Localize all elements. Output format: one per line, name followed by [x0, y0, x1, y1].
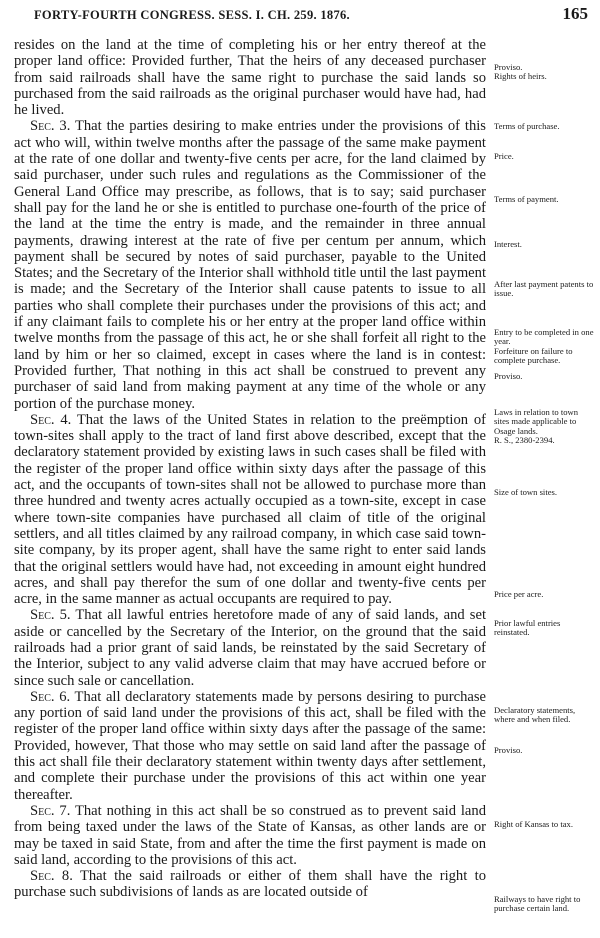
- margin-note: Price.: [494, 151, 514, 161]
- margin-note: After last payment patents to issue.: [494, 279, 594, 299]
- margin-note: Declaratory statements, where and when filed.: [494, 705, 576, 725]
- margin-note: Interest.: [494, 239, 522, 249]
- margin-note: Proviso. Rights of heirs.: [494, 62, 547, 82]
- section-label: Sec. 8.: [30, 868, 73, 885]
- margin-note: Size of town sites.: [494, 487, 558, 497]
- running-header: [14, 6, 592, 24]
- section-8: [14, 868, 486, 901]
- section-text: That all declaratory statements made by persons desiring to purchase any portion of said land under the provisions of this act, shall be filed with the register of the proper land office within sixty days after the passage of the same: Provided, however, That those who may settle on said land after the passage of this act shall file their declaratory statement within twenty days after settlement, and complete their purchase under the provisions of this act within one year thereafter.: [14, 688, 486, 803]
- paragraph-continued: resides on the land at the time of completing his or her entry thereof at the proper land office: Provided further, That the heirs of any deceased purchaser from said railroads shall have the same right to purchase the said lands so purchased from the said railroads as the original purchaser would have had, had he lived.: [14, 37, 486, 119]
- section-label: Sec. 3.: [30, 118, 71, 135]
- section-label: Sec. 7.: [30, 802, 71, 819]
- section-4: [14, 412, 486, 608]
- section-text: That the parties desiring to make entries under the provisions of this act who will, within twelve months after the passage of the same make payment at the rate of one dollar and twenty-five cents per acre, for the land claimed by said purchaser, under such rules and regulations as the Commissioner of the General Land Office may prescribe, as follows, that is to say; said purchaser shall pay for the land he or she is entitled to purchase one-fourth of the price of the land at the time the entry is made, and the remainder in three annual payments, drawing interest at the rate of five per centum per annum, which payment shall be secured by notes of said purchaser, payable to the United States; and the Secretary of the Interior shall withhold title until the last payment is made; and the Secretary of the Interior shall cause patents to issue to all parties who shall complete their purchases under the provisions of this act; and if any claimant fails to complete his or her entry at the proper land office within twelve months from the passage of this act, he or she shall forfeit all right to the land by him or her so claimed, except in cases where the land is in contest: Provided further, That nothing in this act shall be construed to prevent any purchaser of said land from making payment at any time of the whole or any portion of the purchase money.: [14, 118, 486, 412]
- section-text: That all lawful entries heretofore made of any of said lands, and set aside or cancelled by the Secretary of the Interior, on the ground that the said railroads had a prior grant of said lands, be reinstated by the said Secretary of the Interior, subject to any valid adverse claim that may have accrued before or since such sale or cancellation.: [14, 607, 487, 689]
- section-label: Sec. 6.: [30, 688, 71, 705]
- section-label: Sec. 5.: [30, 607, 71, 624]
- section-7: [14, 803, 486, 868]
- margin-note: Entry to be completed in one year. Forfeiture on failure to complete purchase.: [494, 327, 594, 366]
- margin-note: Right of Kansas to tax.: [494, 819, 574, 829]
- margin-note: Price per acre.: [494, 589, 544, 599]
- margin-note: Terms of payment.: [494, 194, 559, 204]
- page-number: 165: [562, 4, 588, 23]
- margin-note: Laws in relation to town sites made applicable to Osage lands. R. S., 2380-2394.: [494, 407, 579, 446]
- statute-body: [14, 37, 486, 901]
- margin-note: Railways to have right to purchase certain land.: [494, 894, 581, 914]
- section-6: [14, 689, 486, 803]
- section-label: Sec. 4.: [30, 411, 72, 428]
- margin-note: Terms of purchase.: [494, 121, 560, 131]
- section-3: [14, 118, 486, 411]
- running-head: FORTY-FOURTH CONGRESS. SESS. I. CH. 259. 1876.: [34, 8, 350, 22]
- section-text: That the laws of the United States in relation to the preëmption of town-sites shall apply to the tract of land first above described, except that the declaratory statement provided by existing laws in such cases shall be filed with the register of the proper land office within sixty days after the passage of this act, and the occupants of town-sites shall not be allowed to purchase more than three hundred and twenty acres actually occupied as a town-site, except in case where town-site companies have purchased all claim of title of the original settlers, and all titles claimed by any railroad company, in which case said town-site company, by its proper agent, shall have the same right to enter said lands that the original settlers would have had, not exceeding in amount eight hundred acres, and shall pay therefor the sum of one dollar and twenty-five cents per acre, in the same manner as actual occupants are required to pay.: [14, 411, 487, 608]
- margin-note: Proviso.: [494, 745, 523, 755]
- margin-note: Prior lawful entries reinstated.: [494, 618, 561, 638]
- margin-note: Proviso.: [494, 371, 523, 381]
- section-text: That the said railroads or either of them shall have the right to purchase such subdivisions of lands as are located outside of: [14, 868, 487, 901]
- section-text: That nothing in this act shall be so construed as to prevent said land from being taxed under the laws of the State of Kansas, as other lands are or may be taxed in said State, from and after the time the first payment is made on said land, according to the provisions of this act.: [14, 802, 486, 868]
- section-5: [14, 607, 486, 688]
